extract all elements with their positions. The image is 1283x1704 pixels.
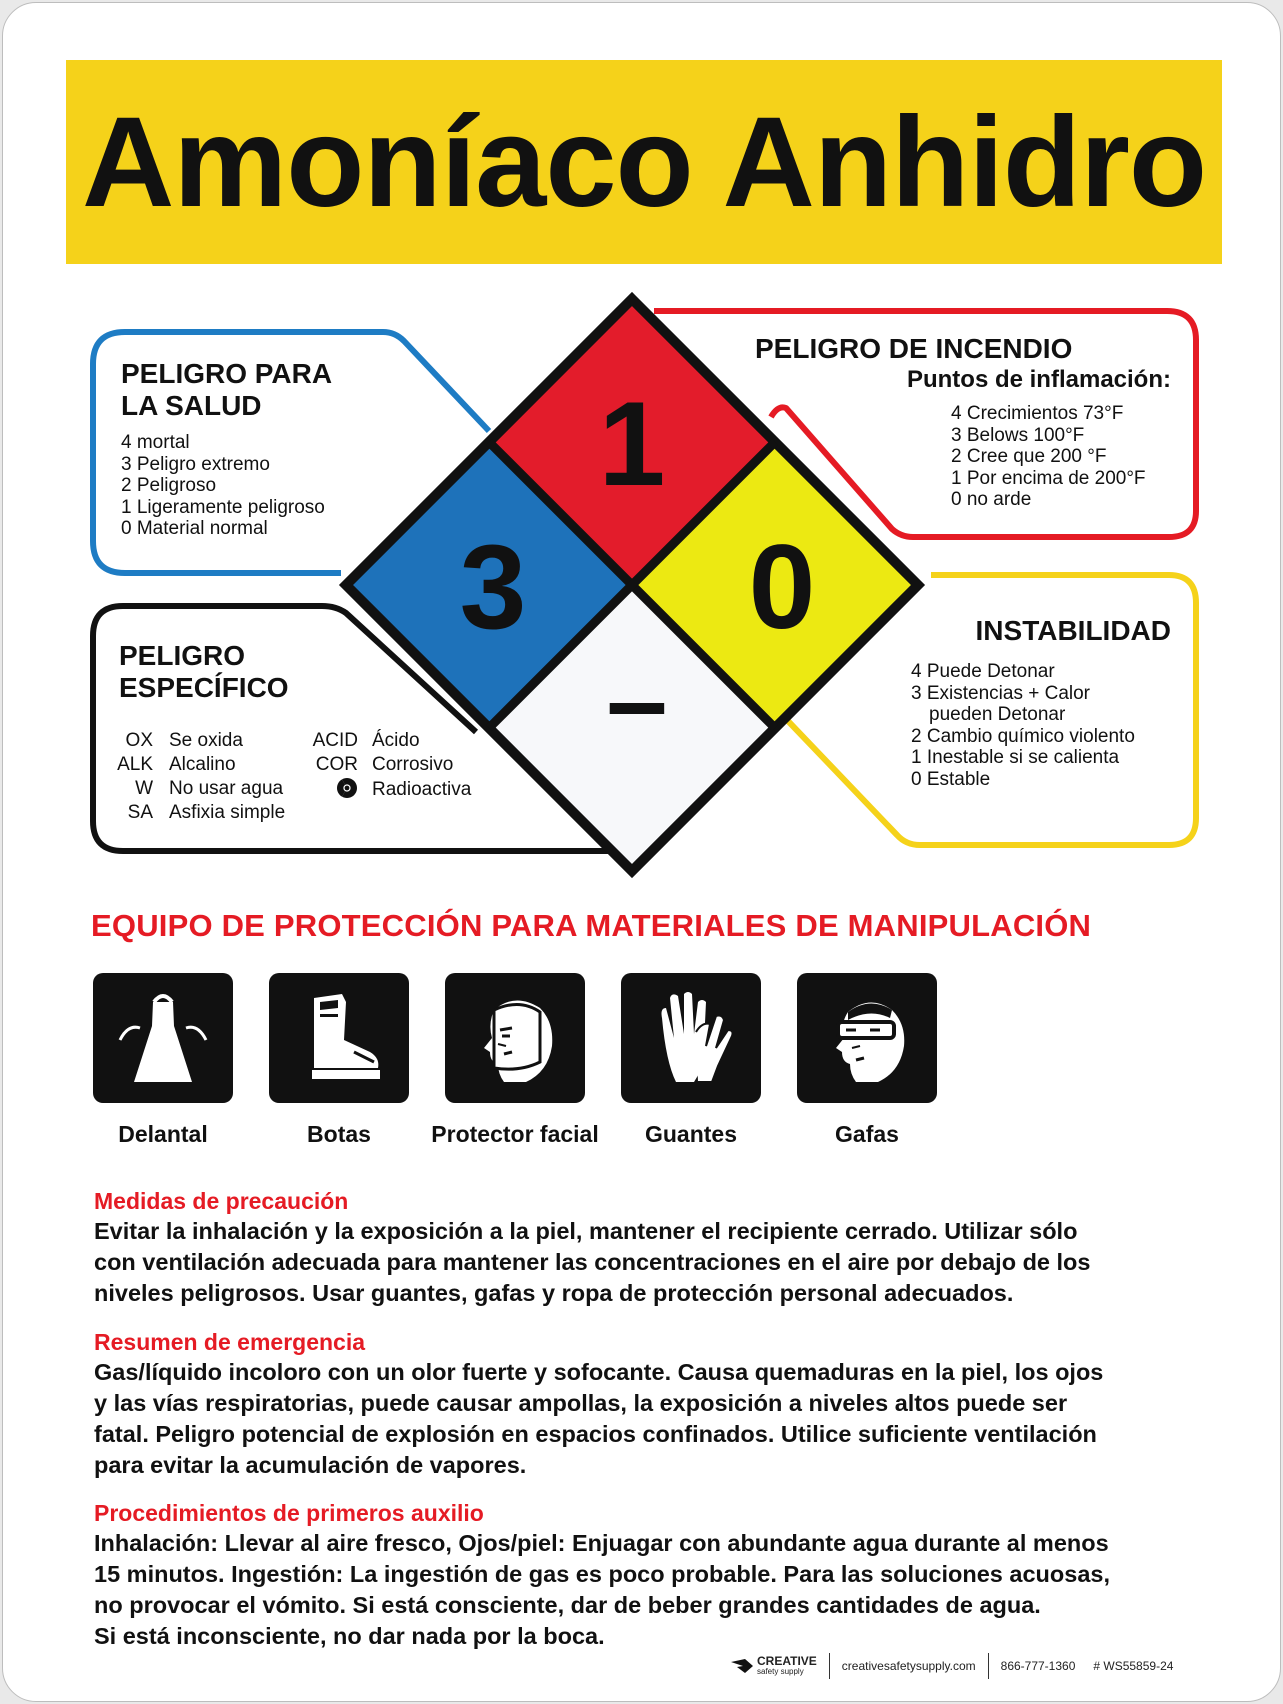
brand-logo: CREATIVE safety supply xyxy=(757,1654,817,1676)
first-aid-section xyxy=(94,1498,1214,1652)
rating-health: 1 xyxy=(598,377,666,511)
ppe-apron xyxy=(93,973,233,1147)
ppe-label: Botas xyxy=(307,1121,371,1147)
sign xyxy=(2,2,1281,1702)
list-item: 2 Cambio químico violento xyxy=(911,725,1135,747)
list-item: 3 Peligro extremo xyxy=(121,453,270,475)
specific-title-1: PELIGRO xyxy=(119,640,246,671)
ppe-label: Delantal xyxy=(118,1121,208,1147)
page-title: Amoníaco Anhidro xyxy=(81,90,1207,234)
ppe-gloves xyxy=(621,973,761,1147)
fire-list xyxy=(951,403,1171,511)
section-line: Si está inconsciente, no dar nada por la boca. xyxy=(94,1623,605,1649)
emergency-section xyxy=(94,1327,1214,1481)
ppe-face-shield xyxy=(431,973,599,1147)
list-item: ACID Ácido xyxy=(312,730,420,751)
list-item: 4 mortal xyxy=(121,432,190,453)
list-item: Radioactiva xyxy=(306,777,471,802)
footer-code: # WS55859-24 xyxy=(1093,1659,1174,1673)
list-item: 1 Inestable si se calienta xyxy=(911,747,1120,768)
list-item: 1 Ligeramente peligroso xyxy=(121,496,325,518)
ppe-label: Protector facial xyxy=(431,1121,599,1147)
gloves-icon xyxy=(636,988,746,1088)
boot-icon xyxy=(284,988,394,1088)
footer-phone: 866-777-1360 xyxy=(1000,1659,1076,1673)
fire-title: PELIGRO DE INCENDIO xyxy=(755,333,1073,364)
list-item: 3 Existencias + Calor xyxy=(911,682,1090,704)
section-heading: Medidas de precaución xyxy=(94,1188,349,1214)
face-shield-icon xyxy=(460,988,570,1088)
instability-section xyxy=(911,615,1181,790)
section-line: Inhalación: Llevar al aire fresco, Ojos/piel: Enjuagar con abundante agua durante al menos xyxy=(94,1530,1109,1556)
health-title-2: LA SALUD xyxy=(121,390,262,421)
fire-section xyxy=(755,333,1171,511)
ppe-title: EQUIPO DE PROTECCIÓN PARA MATERIALES DE MANIPULACIÓN xyxy=(91,908,1092,943)
list-item: W No usar agua xyxy=(135,778,284,799)
instability-list xyxy=(911,661,1181,790)
ppe-label: Gafas xyxy=(835,1121,899,1147)
specific-section xyxy=(119,640,289,704)
list-item: 4 Puede Detonar xyxy=(911,661,1055,682)
fire-subtitle: Puntos de inflamación: xyxy=(906,366,1171,393)
goggles-icon xyxy=(812,988,922,1088)
section-line: niveles peligrosos. Usar guantes, gafas y ropa de protección personal adecuados. xyxy=(94,1280,1014,1306)
list-item: 0 Estable xyxy=(911,768,991,790)
section-heading: Procedimientos de primeros auxilio xyxy=(94,1500,484,1526)
rating-flammability: 3 xyxy=(459,520,527,654)
health-list xyxy=(121,432,332,540)
list-item: OX Se oxida xyxy=(125,730,243,751)
section-line: Gas/líquido incoloro con un olor fuerte y sofocante. Causa quemaduras en la piel, los ojos xyxy=(94,1359,1104,1385)
list-item: 2 Peligroso xyxy=(121,475,217,496)
ppe-goggles xyxy=(797,973,937,1147)
section-line: fatal. Peligro potencial de explosión en espacios confinados. Utilice suficiente ventilación xyxy=(94,1421,1097,1447)
section-heading: Resumen de emergencia xyxy=(94,1329,366,1355)
section-line: con ventilación adecuada para mantener las concentraciones en el aire por debajo de los xyxy=(94,1249,1091,1275)
apron-icon xyxy=(108,988,218,1088)
instability-title: INSTABILIDAD xyxy=(975,615,1171,646)
list-item: ALK Alcalino xyxy=(117,754,236,775)
brand-logo-icon xyxy=(731,1659,753,1673)
section-line: 15 minutos. Ingestión: La ingestión de gas es poco probable. Para las soluciones acuosas, xyxy=(94,1561,1110,1587)
section-line: no provocar el vómito. Si está consciente, dar de beber grandes cantidades de agua. xyxy=(94,1592,1041,1618)
list-item: 1 Por encima de 200°F xyxy=(951,467,1146,489)
list-item: SA Asfixia simple xyxy=(127,802,286,823)
health-section xyxy=(121,358,332,540)
health-title-1: PELIGRO PARA xyxy=(121,358,333,389)
list-item: 0 no arde xyxy=(951,489,1032,510)
list-item: 0 Material normal xyxy=(121,518,268,539)
list-item: 2 Cree que 200 °F xyxy=(951,446,1107,467)
list-item: COR Corrosivo xyxy=(315,754,454,775)
ppe-label: Guantes xyxy=(644,1121,738,1147)
footer-website: creativesafetysupply.com xyxy=(841,1659,976,1673)
list-item: 4 Crecimientos 73°F xyxy=(951,403,1124,424)
list-item: pueden Detonar xyxy=(929,704,1066,725)
list-item: 3 Belows 100°F xyxy=(951,424,1085,446)
specific-title-2: ESPECÍFICO xyxy=(119,672,289,703)
radiation-icon xyxy=(336,777,358,799)
rating-special: – xyxy=(606,639,668,762)
rating-instability: 0 xyxy=(748,520,816,654)
section-line: Evitar la inhalación y la exposición a la piel, mantener el recipiente cerrado. Utilizar sólo xyxy=(94,1218,1078,1244)
section-line: y las vías respiratorias, puede causar ampollas, la exposición a niveles altos puede ser xyxy=(94,1390,1068,1416)
ppe-boots xyxy=(269,973,409,1147)
precaution-section xyxy=(94,1186,1214,1309)
section-line: para evitar la acumulación de vapores. xyxy=(94,1452,527,1478)
footer xyxy=(731,1651,1173,1681)
